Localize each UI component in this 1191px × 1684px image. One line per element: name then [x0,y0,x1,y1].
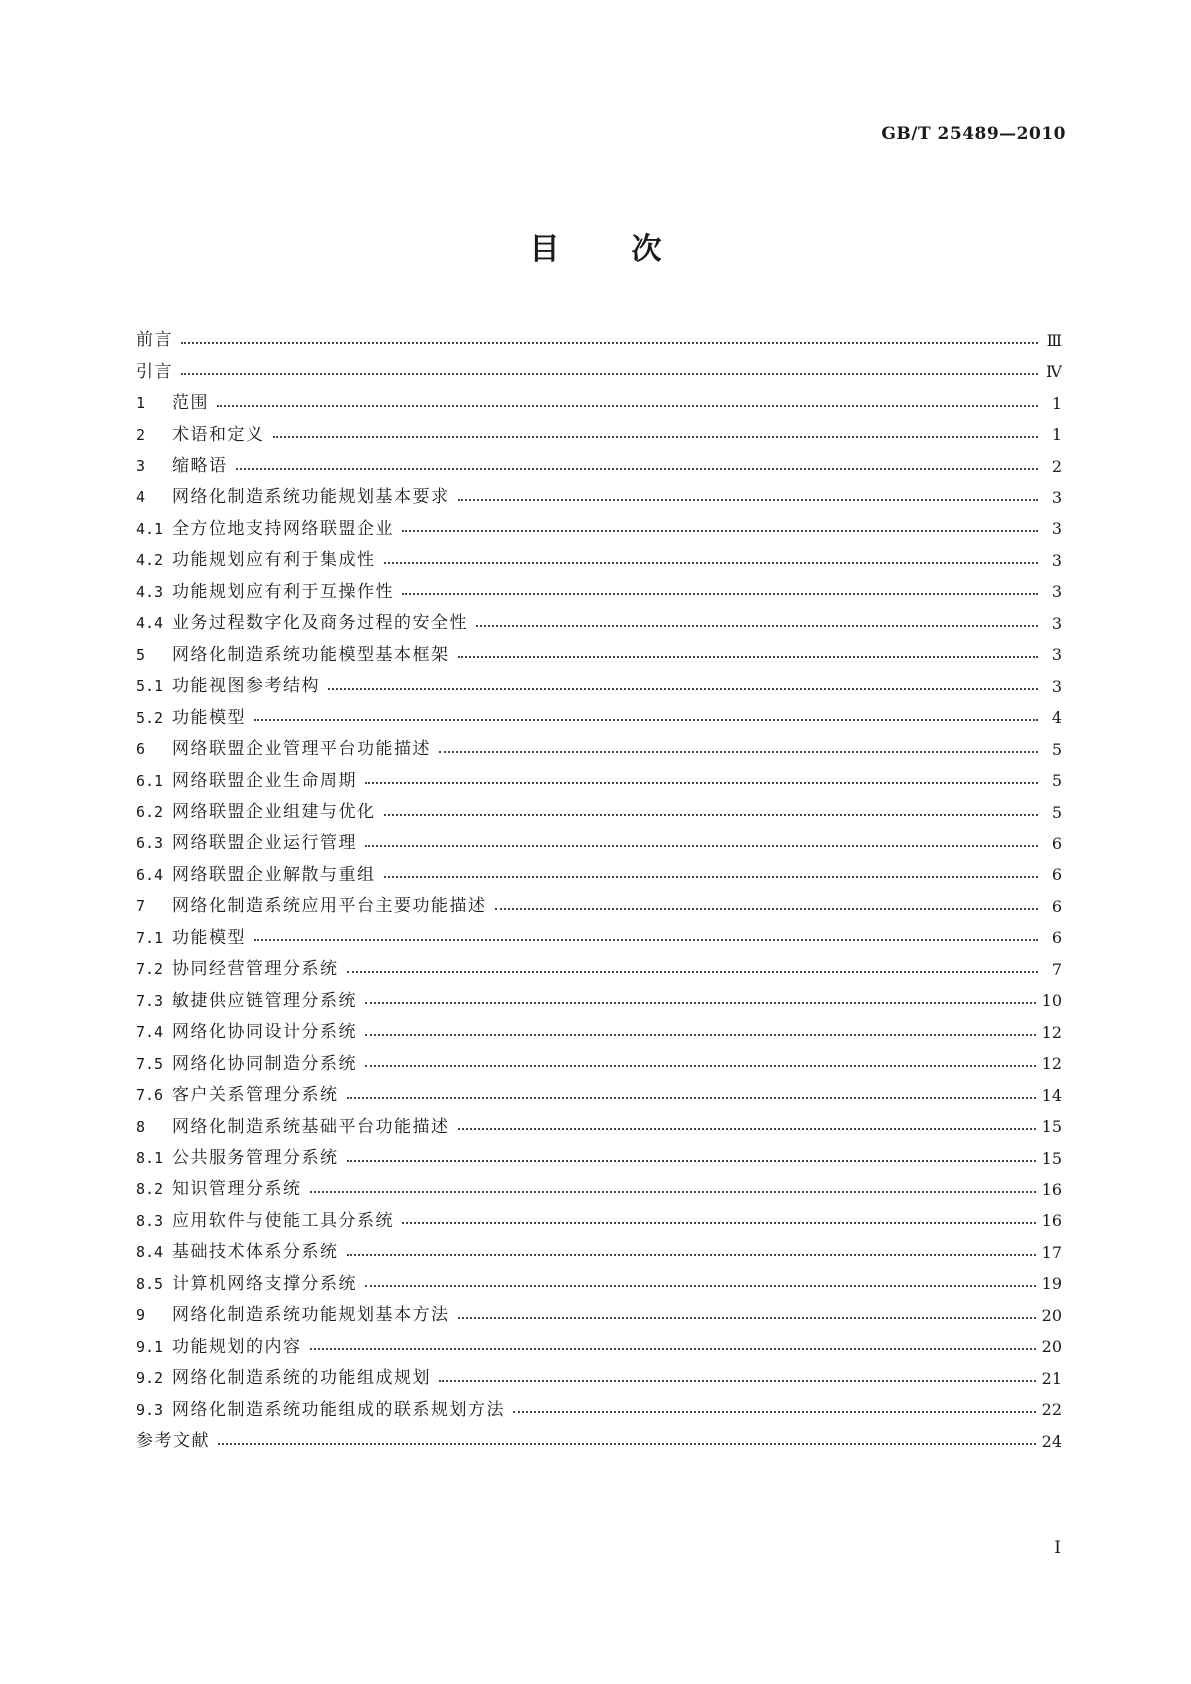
toc-entry[interactable] [136,1111,1062,1142]
toc-entry-page: 16 [1041,1211,1062,1231]
dot-leader [458,1317,1036,1319]
toc-entry[interactable] [136,1174,1062,1205]
dot-leader [458,656,1039,658]
toc-entry-title: 术语和定义 [172,424,265,445]
dot-leader [384,814,1039,816]
toc-entry-title: 功能模型 [172,707,246,728]
toc-entry-title: 网络化制造系统应用平台主要功能描述 [172,896,487,917]
page-title: 目次 [529,232,734,267]
toc-entry[interactable] [136,1237,1062,1268]
toc-entry-number: 4.2 [136,551,164,570]
toc-entry-title: 知识管理分系统 [172,1179,302,1200]
toc-entry-title: 协同经营管理分系统 [172,959,339,980]
toc-entry-page: 12 [1041,1022,1062,1042]
dot-leader [310,1348,1036,1350]
toc-entry-number: 6.3 [136,834,164,853]
toc-entry-page: 5 [1051,802,1062,822]
dot-leader [273,436,1039,438]
toc-entry-title: 网络化制造系统功能规划基本要求 [172,487,450,508]
toc-entry-page: 3 [1051,519,1062,539]
toc-entry-number: 8.2 [136,1180,164,1199]
toc-entry-number: 6.1 [136,771,164,790]
toc-entry[interactable] [136,1080,1062,1111]
toc-entry[interactable] [136,1017,1062,1048]
dot-leader [439,1380,1036,1382]
toc-entry-page: 22 [1041,1400,1062,1420]
toc-entry-title: 网络化制造系统功能组成的联系规划方法 [172,1399,505,1420]
toc-entry-page: 20 [1041,1337,1062,1357]
toc-entry[interactable] [136,797,1062,828]
toc-entry-page: 3 [1051,645,1062,665]
dot-leader [217,405,1038,407]
dot-leader [458,1128,1036,1130]
toc-entry-title: 全方位地支持网络联盟企业 [172,518,394,539]
toc-entry-page: 1 [1051,393,1062,413]
toc-entry-number: 3 [136,457,146,476]
toc-entry-page: 3 [1051,550,1062,570]
toc-entry[interactable] [136,986,1062,1017]
toc-entry-number: 5.1 [136,677,164,696]
toc-entry-number: 7.3 [136,991,164,1010]
dot-leader [365,1065,1036,1067]
toc-entry[interactable] [136,702,1062,733]
toc-entry[interactable] [136,545,1062,576]
toc-entry-title: 缩略语 [172,456,228,477]
toc-entry[interactable] [136,1363,1062,1394]
dot-leader [384,876,1039,878]
toc-entry-number: 9 [136,1306,146,1325]
toc-entry-number: 4.3 [136,582,164,601]
toc-entry-number: 6.4 [136,865,164,884]
toc-entry-page: 12 [1041,1054,1062,1074]
toc-entry-number: 8.3 [136,1211,164,1230]
toc-entry-page: 3 [1051,487,1062,507]
toc-entry-page: 7 [1051,959,1062,979]
toc-entry-title: 应用软件与使能工具分系统 [172,1210,394,1231]
toc-entry-page: 6 [1051,928,1062,948]
toc-entry-title: 计算机网络支撑分系统 [172,1273,357,1294]
dot-leader [458,499,1039,501]
dot-leader [254,939,1038,941]
toc-entry[interactable] [136,419,1062,450]
toc-entry[interactable] [136,671,1062,702]
toc-entry-title: 敏捷供应链管理分系统 [172,990,357,1011]
toc-entry-number: 6.2 [136,803,164,822]
toc-entry[interactable] [136,1300,1062,1331]
toc-entry-number: 7.6 [136,1086,164,1105]
toc-entry-number: 8.4 [136,1243,164,1262]
toc-entry-number: 7.5 [136,1054,164,1073]
toc-entry[interactable] [136,1269,1062,1300]
toc-entry-title: 功能模型 [172,927,246,948]
toc-entry-page: 6 [1051,833,1062,853]
dot-leader [347,1160,1036,1162]
toc-entry-page: 19 [1041,1274,1062,1294]
dot-leader [347,1097,1036,1099]
toc-entry-title: 网络联盟企业解散与重组 [172,864,376,885]
toc-entry-page: 2 [1051,456,1062,476]
toc-entry-title: 业务过程数字化及商务过程的安全性 [172,613,468,634]
toc-entry-number: 8.1 [136,1149,164,1167]
toc-entry-page: 17 [1041,1242,1062,1262]
toc-entry-title: 公共服务管理分系统 [172,1148,339,1168]
toc-entry-title: 基础技术体系分系统 [172,1242,339,1263]
toc-entry[interactable] [136,514,1062,545]
toc-entry-page: 3 [1051,676,1062,696]
toc-entry-page: 24 [1041,1431,1062,1451]
dot-leader [365,1285,1036,1287]
toc-entry-number: 6 [136,740,146,759]
toc-entry[interactable] [136,1143,1062,1174]
toc-entry-number: 4.4 [136,614,164,633]
toc-entry[interactable] [136,577,1062,608]
toc-entry[interactable] [136,923,1062,954]
toc-entry[interactable] [136,1332,1062,1363]
table-of-contents [136,325,1062,1457]
dot-leader [439,751,1038,753]
dot-leader [384,562,1039,564]
toc-entry-title: 网络化制造系统的功能组成规划 [172,1368,431,1389]
toc-entry[interactable] [136,356,1062,387]
toc-entry-title: 引言 [136,361,173,382]
dot-leader [310,1191,1036,1193]
toc-entry-title: 网络联盟企业生命周期 [172,770,357,791]
dot-leader [254,719,1038,721]
toc-entry-page: 6 [1051,865,1062,885]
toc-entry-number: 7.4 [136,1023,164,1042]
dot-leader [347,1254,1036,1256]
toc-entry-number: 9.1 [136,1337,164,1356]
toc-entry-number: 5.2 [136,708,164,727]
toc-entry-title: 网络化制造系统基础平台功能描述 [172,1116,450,1137]
toc-entry-number: 4 [136,488,146,507]
toc-entry-number: 4.1 [136,519,164,538]
toc-entry-page: 14 [1041,1085,1062,1105]
toc-entry[interactable] [136,451,1062,482]
dot-leader [328,688,1038,690]
dot-leader [347,971,1039,973]
toc-entry-page: 3 [1051,582,1062,602]
dot-leader [402,530,1038,532]
toc-entry-title: 范围 [172,393,209,414]
toc-entry-title: 网络化协同制造分系统 [172,1053,357,1074]
toc-entry-page: 15 [1041,1117,1062,1137]
toc-entry-number: 8 [136,1117,146,1136]
toc-entry-number: 2 [136,425,146,444]
toc-entry-number: 9.2 [136,1369,164,1388]
toc-entry[interactable] [136,325,1062,356]
toc-entry-title: 功能规划应有利于互操作性 [172,581,394,602]
dot-leader [365,1034,1036,1036]
toc-entry[interactable] [136,1048,1062,1079]
toc-entry[interactable] [136,765,1062,796]
toc-entry-page: 6 [1051,896,1062,916]
dot-leader [218,1443,1036,1445]
toc-entry-title: 网络联盟企业运行管理 [172,833,357,854]
toc-entry-page: 3 [1051,613,1062,633]
toc-entry-title: 功能规划的内容 [172,1336,302,1357]
toc-entry[interactable] [136,1206,1062,1237]
toc-entry-title: 网络联盟企业管理平台功能描述 [172,739,431,760]
toc-entry[interactable] [136,734,1062,765]
toc-entry-title: 网络化制造系统功能模型基本框架 [172,644,450,665]
dot-leader [513,1411,1036,1413]
dot-leader [236,468,1039,470]
toc-entry-number: 7.1 [136,928,164,947]
toc-entry[interactable] [136,388,1062,419]
toc-entry-number: 7 [136,897,146,916]
toc-entry-page: 5 [1051,771,1062,791]
toc-entry[interactable] [136,608,1062,639]
toc-entry[interactable] [136,482,1062,513]
toc-entry-page: 5 [1051,739,1062,759]
toc-entry-page: 16 [1041,1179,1062,1199]
dot-leader [181,342,1038,344]
dot-leader [402,1222,1036,1224]
toc-entry-title: 功能视图参考结构 [172,676,320,697]
toc-entry-page: Ⅳ [1046,362,1062,382]
dot-leader [365,782,1038,784]
toc-entry-number: 7.2 [136,960,164,979]
toc-entry-title: 网络化协同设计分系统 [172,1022,357,1043]
toc-entry-page: 10 [1041,991,1062,1011]
toc-entry-page: Ⅲ [1046,330,1062,350]
dot-leader [402,593,1038,595]
page-number: I [1054,1538,1061,1558]
toc-entry-number: 8.5 [136,1274,164,1293]
dot-leader [495,908,1039,910]
toc-entry-title: 前言 [136,330,173,351]
dot-leader [476,625,1038,627]
toc-entry-number: 1 [136,394,146,413]
toc-entry[interactable] [136,828,1062,859]
toc-entry[interactable] [136,860,1062,891]
toc-entry-title: 功能规划应有利于集成性 [172,550,376,571]
toc-entry-page: 21 [1041,1368,1062,1388]
toc-entry-page: 1 [1051,425,1062,445]
toc-entry[interactable] [136,891,1062,922]
dot-leader [365,845,1038,847]
toc-entry[interactable] [136,954,1062,985]
toc-entry-number: 9.3 [136,1400,164,1419]
standard-number: GB/T 25489—2010 [881,124,1066,144]
dot-leader [365,1002,1036,1004]
toc-entry-page: 4 [1051,708,1062,728]
toc-entry[interactable] [136,640,1062,671]
toc-entry-title: 参考文献 [136,1431,210,1452]
toc-entry[interactable] [136,1394,1062,1425]
toc-entry-title: 网络联盟企业组建与优化 [172,802,376,823]
toc-entry-page: 15 [1041,1148,1062,1168]
dot-leader [181,373,1038,375]
toc-entry-page: 20 [1041,1305,1062,1325]
toc-entry-title: 网络化制造系统功能规划基本方法 [172,1305,450,1326]
toc-entry[interactable] [136,1426,1062,1457]
toc-entry-number: 5 [136,645,146,664]
toc-entry-title: 客户关系管理分系统 [172,1085,339,1106]
